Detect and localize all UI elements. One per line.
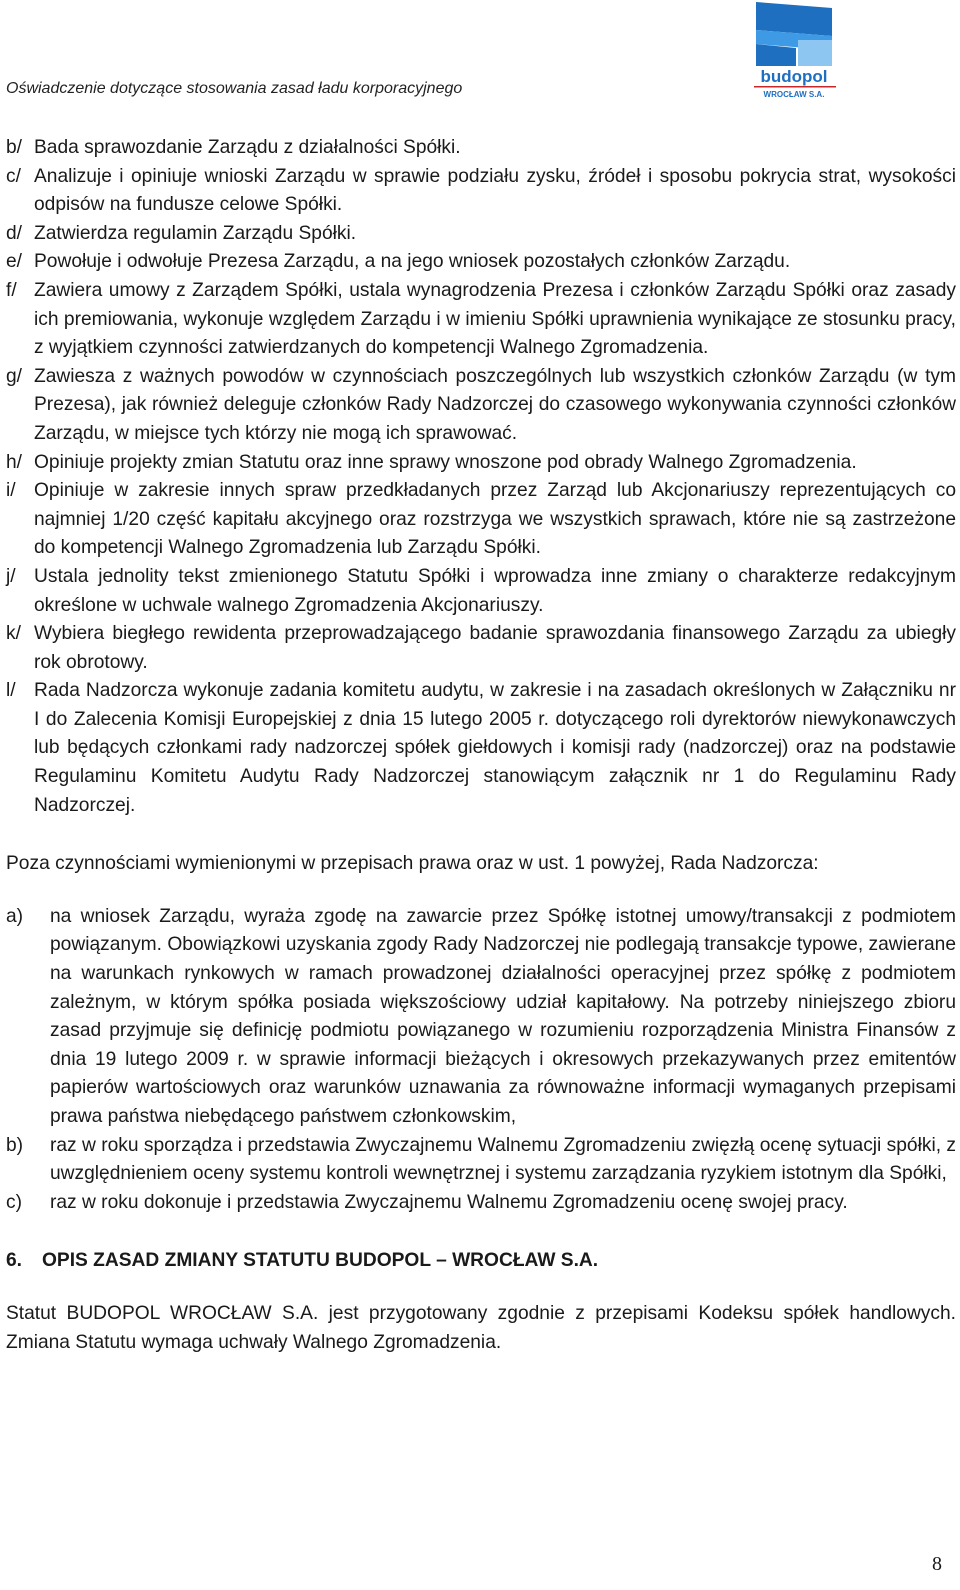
additional-competence-list [6, 903, 956, 1218]
list-item-text: Wybiera biegłego rewidenta przeprowadzającego badanie sprawozdania finansowego Zarządu za ubiegły rok obrotowy. [34, 623, 956, 673]
list-item-text: Analizuje i opiniuje wnioski Zarządu w sprawie podziału zysku, źródeł i sposobu pokrycia strat, wysokości odpisów na fundusze celowe Spółki. [34, 165, 956, 216]
list-item-label: a) [6, 905, 24, 927]
intro-paragraph: Poza czynnościami wymienionymi w przepisach prawa oraz w ust. 1 powyżej, Rada Nadzorcza: [6, 853, 819, 875]
list-item-text: Bada sprawozdanie Zarządu z działalności Spółki. [34, 137, 461, 158]
section-heading [6, 1247, 956, 1276]
list-item-label: i/ [6, 480, 16, 502]
list-item-label: l/ [6, 680, 16, 702]
list-item [6, 620, 956, 677]
list-item-text: Opiniuje projekty zmian Statutu oraz inne sprawy wnoszone pod obrady Walnego Zgromadzenia. [34, 451, 857, 473]
section-title: OPIS ZASAD ZMIANY STATUTU BUDOPOL – WROCŁAW S.A. [42, 1250, 599, 1272]
list-item [6, 1189, 956, 1218]
competence-list [6, 134, 956, 820]
list-item-label: e/ [6, 251, 23, 273]
list-item-label: h/ [6, 451, 23, 473]
list-item-text: raz w roku dokonuje i przedstawia Zwyczajnemu Walnemu Zgromadzeniu ocenę swojej pracy. [50, 1191, 848, 1213]
list-item-label: b/ [6, 137, 23, 158]
list-item-text: Rada Nadzorcza wykonuje zadania komitetu audytu, w zakresie i na zasadach określonych w Załączniku nr I do Zalecenia Komisji Europejskiej z dnia 15 lutego 2005 r. dotyczącego roli dyrektorów niewykonawczych lub będących członkami rady nadzorczej spółek giełdowych i komisji rady (nadzorczej) oraz na podstawie Regulaminu Komitetu Audytu Rady Nadzorczej stanowiącym załącznik nr 1 do Regulaminu Rady Nadzorczej. [34, 680, 956, 816]
list-item [6, 1132, 956, 1189]
logo-brand-text: budopol [760, 67, 828, 86]
list-item-text: Ustala jednolity tekst zmienionego Statutu Spółki i wprowadza inne zmiany o charakterze redakcyjnym określone w uchwale walnego Zgromadzenia Akcjonariuszy. [34, 565, 956, 616]
logo-city-text: WROCŁAW S.A. [763, 90, 825, 99]
page-number: 8 [932, 1553, 942, 1575]
list-item-text: raz w roku sporządza i przedstawia Zwyczajnemu Walnemu Zgromadzeniu zwięzłą ocenę sytuacji spółki, z uwzględnieniem oceny systemu kontroli wewnętrznej i systemu zarządzania ryzykiem istotnym dla Spółki, [50, 1134, 956, 1185]
list-item-text: Powołuje i odwołuje Prezesa Zarządu, a na jego wniosek pozostałych członków Zarządu. [34, 251, 791, 273]
list-item [6, 220, 956, 249]
list-item [6, 277, 956, 363]
list-item [6, 563, 956, 620]
list-item-label: d/ [6, 222, 23, 244]
list-item [6, 903, 956, 1132]
list-item-label: f/ [6, 279, 17, 301]
list-item [6, 477, 956, 563]
list-item-label: c) [6, 1191, 22, 1213]
document-header-title: Oświadczenie dotyczące stosowania zasad ładu korporacyjnego [6, 80, 463, 97]
list-item [6, 449, 956, 478]
list-item-text: Zawiera umowy z Zarządem Spółki, ustala wynagrodzenia Prezesa i członków Zarządu Spółki oraz zasady ich premiowania, wykonuje względem Zarządu i w imieniu Spółki uprawnienia wynikające ze stosunku pracy, z wyjątkiem czynności zatwierdzanych do kompetencji Walnego Zgromadzenia. [34, 279, 956, 359]
list-item-label: k/ [6, 623, 21, 645]
list-item [6, 677, 956, 820]
list-item-label: j/ [6, 565, 16, 587]
list-item-text: Opiniuje w zakresie innych spraw przedkładanych przez Zarząd lub Akcjonariuszy reprezentujących co najmniej 1/20 część kapitału akcyjnego oraz rozstrzyga we wszystkich sprawach, które nie są zastrzeżone do kompetencji Walnego Zgromadzenia lub Zarządu Spółki. [34, 480, 956, 559]
list-item-label: c/ [6, 165, 21, 187]
list-item-text: Zatwierdza regulamin Zarządu Spółki. [34, 222, 357, 244]
section-number: 6. [6, 1250, 23, 1272]
list-item [6, 248, 956, 277]
list-item-label: g/ [6, 365, 23, 387]
closing-paragraph: Statut BUDOPOL WROCŁAW S.A. jest przygotowany zgodnie z przepisami Kodeksu spółek handlowych. Zmiana Statutu wymaga uchwały Walnego Zgromadzenia. [6, 1302, 956, 1353]
list-item-label: b) [6, 1134, 24, 1156]
list-item [6, 163, 956, 220]
document-body [6, 134, 956, 1357]
list-item-text: na wniosek Zarządu, wyraża zgodę na zawarcie przez Spółkę istotnej umowy/transakcji z podmiotem powiązanym. Obowiązkowi uzyskania zgody Rady Nadzorczej nie podlegają transakcje typowe, zawierane na warunkach rynkowych w ramach prowadzonej działalności operacyjnej przez spółkę z podmiotem zależnym, w którym spółka posiada większościowy udział kapitałowy. Na potrzeby niniejszego zbioru zasad przyjmuje się definicję podmiotu powiązanego w rozumieniu rozporządzenia Ministra Finansów z dnia 19 lutego 2009 r. w sprawie informacji bieżących i okresowych przekazywanych przez emitentów papierów wartościowych oraz warunków uznawania za równoważne informacji wymaganych przepisami prawa państwa niebędącego państwem członkowskim, [50, 905, 956, 1127]
list-item [6, 134, 956, 163]
list-item-text: Zawiesza z ważnych powodów w czynnościach poszczególnych lub wszystkich członków Zarządu (w tym Prezesa), jak również deleguje członków Rady Nadzorczej do czasowego wykonywania czynności członków Zarządu, w miejsce tych którzy nie mogą ich sprawować. [34, 365, 956, 444]
list-item [6, 363, 956, 449]
budopol-logo [752, 0, 842, 100]
